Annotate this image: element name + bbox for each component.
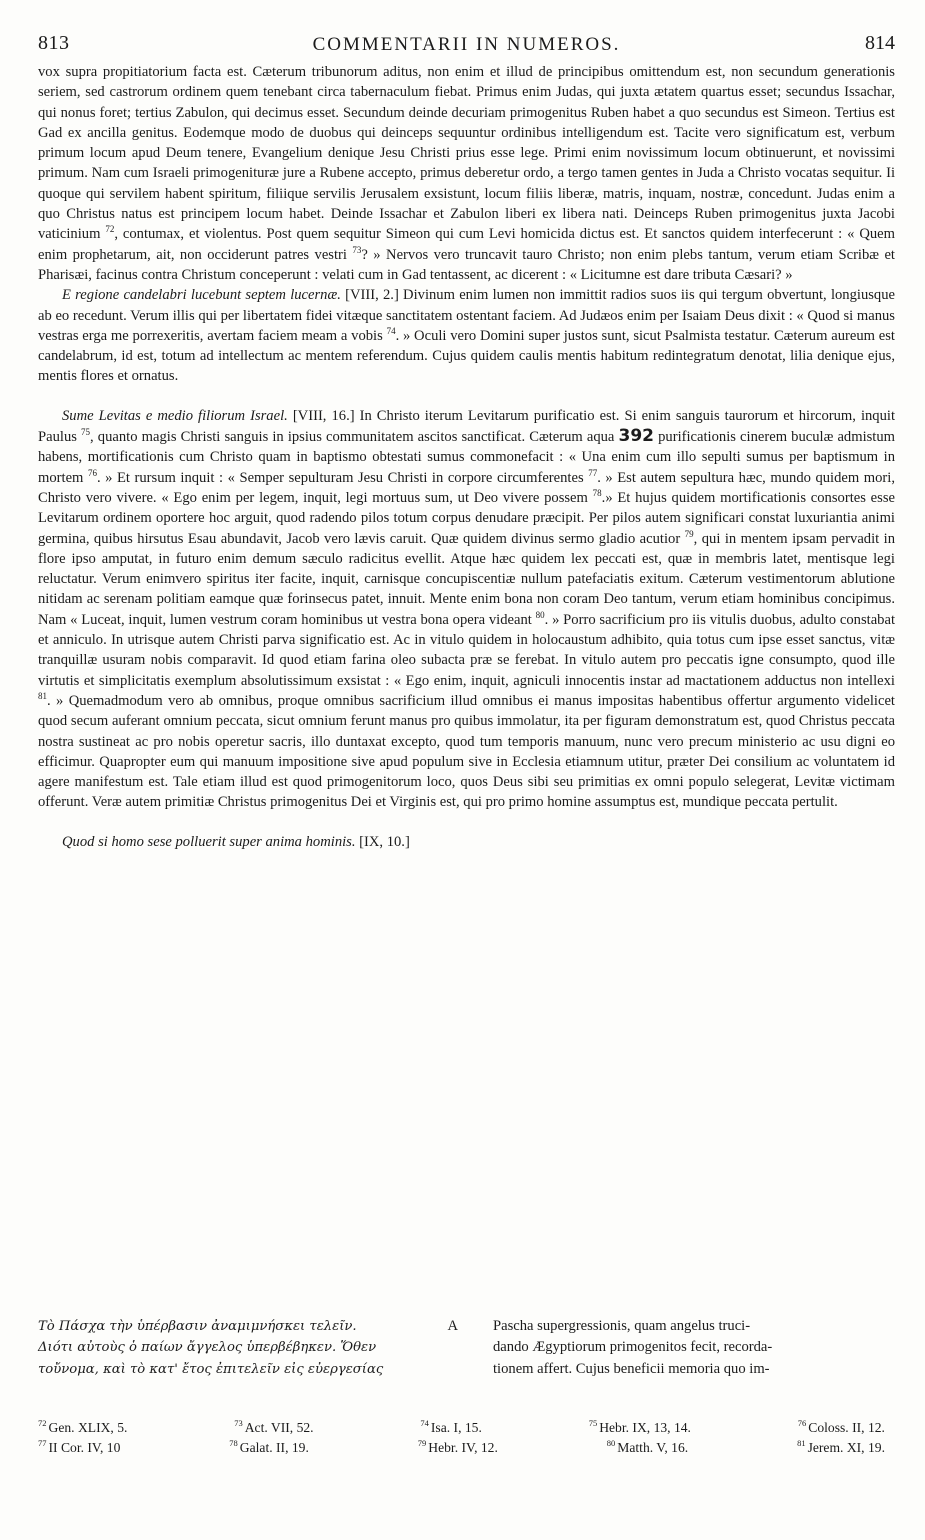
text-run: . » Quemadmodum vero ab omnibus, proque omnibus sacrificium illud omnibus ei manus impositas habentibus offertur argumento videlicet quod secum auferant omnium peccata, sicut omnium ferunt manus pro quibus immolatur, ita per figuram demonstratum est, quod Christus peccata nostra sustineat ac pro nobis operetur sacris, illo duntaxat excepto, quod tum temporis manuum, nunc vero precum ministerio ac usu digni eo efficimur. Quapropter eum qui manuum impositione sive apud populum sive in Ecclesia etiamnum utitur, præter Dei consilium ac voluntatem id agere manifestum est. Tale etiam illud est quod primogenitorum loco, quos Deus sibi seu primitias ex omni populo selegerat, Levitæ victimam offerunt. Veræ autem primitiæ Christus primogenitus Dei et Virginis est, qui pro primo homine assumptus est, mundique peccata pertulit. <box>38 692 895 811</box>
lemma: Quod si homo sese polluerit super anima hominis. <box>62 833 356 850</box>
text-run: .» Et hujus quidem mortificationis consortes esse Levitarum ordinem oportere hoc arguit, quod radendo pilos totum corpus denudare præcipit. Per pilos autem significari constat luxuriantia animi germina, quibus hirsutus Esau abundavit, Jacob vero lævis caruit. Quæ quidem divinus sermo gladio acutior <box>38 489 895 547</box>
footnote <box>234 1418 313 1438</box>
latin-line: tionem affert. Cujus beneficii memoria quo im- <box>493 1360 770 1377</box>
footnote <box>420 1418 481 1438</box>
text-run: . » Est autem sepultura hæc, mundo quidem mori, Christo vero vivere. « Ego enim per legem, inquit, legi mortuus sum, ut Deo vivere possem <box>38 469 895 506</box>
text-run: [VIII, 16.] In Christo iterum Levitarum purificatio est. Si enim sanguis taurorum et hircorum, inquit Paulus <box>38 407 895 446</box>
footnote-ref: 72 <box>105 224 115 235</box>
footnote-text: Hebr. IX, 13, 14. <box>599 1420 691 1435</box>
footnote-number: 77 <box>38 1438 47 1449</box>
footnote-text: Galat. II, 19. <box>239 1440 309 1455</box>
footnote-ref: 81 <box>38 691 47 702</box>
section-marker: A <box>447 1318 458 1334</box>
footnote-number: 72 <box>38 1418 47 1429</box>
footnote-text: II Cor. IV, 10 <box>48 1440 121 1455</box>
lemma: E regione candelabri lucebunt septem lucernæ. <box>62 287 341 304</box>
footnote-ref: 78 <box>592 488 602 499</box>
footnote-ref: 76 <box>87 467 97 478</box>
footnote-number: 75 <box>588 1418 598 1429</box>
footnote-text: Isa. I, 15. <box>430 1420 482 1435</box>
footnote-number: 81 <box>797 1438 806 1449</box>
footnote <box>38 1418 127 1438</box>
footnote-ref: 75 <box>81 427 91 438</box>
text-run: vox supra propitiatorium facta est. Cæterum tribunorum aditus, non enim et illud de principibus omittendum est, non secundum generationis seriem, sed castrorum ordinem quem tenebant circa tabernaculum fiebat. Primus enim Judas, qui juxta ætatem quartus esset; secundus Issachar, qui nonus foret; tertius Zabulon, qui decimus esset. Secundum deinde decuriam primogenitus Ruben habet a quo secundus est Simeon. Tertius est Gad ex ancilla genitus. Eodemque modo de duobus qui deinceps sequuntur ordinibus intelligendum est. Tacite vero significatum est, verbum primum locum apud Deum tenere, Evangelium denique Jesu Christi prius esse lege. Primi enim novissimum locum obtinuerunt, et novissimi primum. Nam cum Israeli primogenituræ jure a Rubene accepto, primus deberetur ordo, a tergo tamen gentes in Juda a Christo vocatas sequitur. Ii quoque qui servilem habent spiritum, filiique servilis Jerusalem exsistunt, locum filiis liberæ, matris, inquam, nostræ, concedunt. Judas enim a quo Christus natus est principem locum habet. Deinde Issachar et Zabulon liberi ex libera nati. Deinceps Ruben primogenitus juxta Jacobi vaticinium <box>38 64 895 243</box>
running-title: COMMENTARII IN NUMEROS. <box>312 34 621 55</box>
paragraph-4 <box>38 832 895 852</box>
paragraph-2 <box>38 285 895 386</box>
footnote-number: 74 <box>420 1418 429 1429</box>
footnote <box>797 1438 885 1458</box>
footnotes <box>38 1418 895 1458</box>
greek-line: Διότι αὐτοὺς ὁ παίων ἄγγελος ὑπερβέβηκεν. Ὅθεν <box>38 1340 377 1356</box>
latin-column <box>493 1316 895 1380</box>
text-run: purificationis cinerem buculæ admistum habens, mortificationis cum Christo quam in baptismo obtestati sumus commonefacit : « Una enim cum illo sepulti sumus per baptismum in mortem <box>38 429 896 486</box>
page-number-left: 813 <box>38 32 70 54</box>
text-run: , qui in mentem ipsam pervadit in flore ipso amputat, in futuro enim demum sæculo radicitus evellit. Atque hæc quidem lex peccati est, quæ in membris latet, mentisque legi reluctatur. Verum enimvero spiritus iter facite, inquit, carnisque concupiscentiæ nullum patefaciatis exitum. Cæterum vestimentorum ablutione nitidam ac serenam politiam eamque quæ forinsecus patet, innuit. Mente enim bona non coram Deo tantum, verum etiam hominibus concipimus. Nam « Luceat, inquit, lumen vestrum coram hominibus ut vestra bona opera videant <box>38 530 895 628</box>
text-run: , quanto magis Christi sanguis in ipsius communitatem ascitos sanctificat. Cæterum aqua <box>90 429 619 446</box>
page-header <box>38 32 895 60</box>
footnote-text: Gen. XLIX, 5. <box>48 1420 128 1435</box>
footnote-ref: 79 <box>684 528 694 539</box>
footnote-text: Jerem. XI, 19. <box>807 1440 885 1455</box>
footnote-number: 73 <box>234 1418 243 1429</box>
footnote-number: 80 <box>606 1438 616 1449</box>
footnote <box>589 1418 691 1438</box>
greek-column <box>38 1316 456 1380</box>
paragraph-3 <box>38 406 895 813</box>
text-run: [IX, 10.] <box>355 833 410 850</box>
footnote-number: 76 <box>797 1418 807 1429</box>
footnote-text: Matth. V, 16. <box>617 1440 689 1455</box>
footnote <box>798 1418 885 1438</box>
text-run: . » Oculi vero Domini super justos sunt, sicut Psalmista testatur. Cæterum aureum est candelabrum, id est, totum ad intellectum ac mentem referendum. Cujus quidem caulis mentis habitum redintegratum denotat, lilia denique ejus, mentis flores et ornatus. <box>38 327 895 385</box>
text-run: ? » Nervos vero truncavit tauro Christo; non enim plebs tantum, verum etiam Scribæ et Pharisæi, facinus contra Christum conceperunt : velati cum in Gad tentassent, ac dicerent : « Licitumne est dare tributa Cæsari? » <box>38 246 895 283</box>
text-run: [VIII, 2.] Divinum enim lumen non immittit radios suos iis qui tergum obvertunt, longiusque ab eo recedunt. Verum illis qui per libertatem fidei vitæque sanctitatem ostentant faciem. Ad Judæos enim per Isaiam Deus dixit : « Quod si manus vestras erga me porrexeritis, avertam faciem meam a vobis <box>38 287 896 344</box>
footnote <box>38 1438 120 1458</box>
lemma: Sume Levitas e medio filiorum Israel. <box>62 407 288 424</box>
text-run: . » Porro sacrificium pro iis vitulis duobus, adulto constabat et anniculo. In utrisque autem Christi parva significatio est. Ac in vitulo quidem in holocaustum adhibito, quia totus cum ipse esset sanctus, vitæ tranquillæ usuram nobis comparavit. Id quod etiam farina oleo subacta præ se ferebat. In vitulo autem pro peccatis igne consumpto, quod ille virtutis et simplicitatis exemplum absolutissimum exsistat : « Ego enim, inquit, agniculi innocentis instar ad mactationem adductus non intellexi <box>38 611 895 689</box>
footnote-ref: 73 <box>352 244 362 255</box>
footnote-text: Hebr. IV, 12. <box>428 1440 498 1455</box>
text-run: , contumax, et violentus. Post quem sequitur Simeon qui cum Levi homicida dictus est. Et sanctos quidem interfecerunt : « Quem enim prophetarum, ait, non occiderunt patres vestri <box>38 226 895 263</box>
footnote-ref: 77 <box>588 467 598 478</box>
page-number-right: 814 <box>865 32 895 54</box>
footnote <box>229 1438 309 1458</box>
main-text <box>38 62 895 852</box>
footnote-line <box>38 1418 895 1438</box>
footnote <box>418 1438 498 1458</box>
latin-line: Pascha supergressionis, quam angelus truci- <box>493 1318 751 1334</box>
greek-line: τοὔνομα, καὶ τὸ κατ' ἔτος ἐπιτελεῖν εἰς εὐεργεσίας <box>38 1361 384 1377</box>
footnote-ref: 74 <box>386 326 396 336</box>
footnote-line <box>38 1438 895 1458</box>
footnote <box>607 1438 688 1458</box>
paragraph-1 <box>38 62 895 285</box>
footnote-number: 79 <box>417 1438 427 1449</box>
column-number: 392 <box>618 426 655 447</box>
greek-line: Τὸ Πάσχα τὴν ὑπέρβασιν ἀναμιμνήσκει τελεῖν. <box>38 1319 357 1334</box>
footnote-text: Coloss. II, 12. <box>808 1420 885 1435</box>
latin-line: dando Ægyptiorum primogenitos fecit, recorda- <box>493 1339 773 1356</box>
footnote-ref: 80 <box>535 609 545 620</box>
parallel-columns <box>38 1316 895 1380</box>
text-run: . » Et rursum inquit : « Semper sepulturam Jesu Christi in corpore circumferentes <box>96 469 589 486</box>
footnote-number: 78 <box>229 1438 238 1449</box>
footnote-text: Act. VII, 52. <box>244 1420 314 1435</box>
